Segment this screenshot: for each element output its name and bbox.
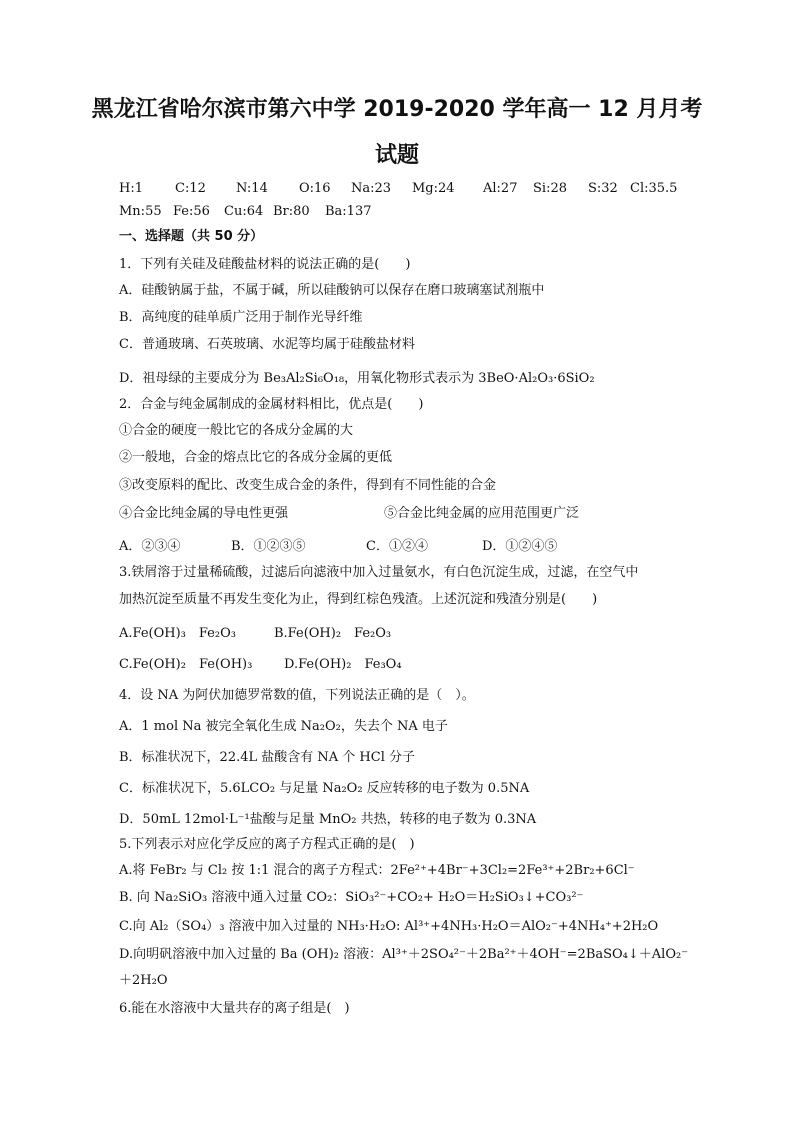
question-2-option-a: A．②③④ [119, 539, 181, 554]
question-4-option-b: B．标准状况下，22.4L 盐酸含有 NA 个 HCl 分子 [119, 750, 415, 765]
question-3-option-b: B.Fe(OH)₂ Fe₂O₃ [274, 626, 392, 641]
question-3-stem-continued: 加热沉淀至质量不再发生变化为止，得到红棕色残渣。上述沉淀和残渣分别是( ) [119, 592, 598, 607]
question-3-stem: 3.铁屑溶于过量稀硫酸，过滤后向滤液中加入过量氨水，有白色沉淀生成，过滤，在空气中 [119, 565, 639, 580]
question-4-option-d: D．50mL 12mol·L⁻¹盐酸与足量 MnO₂ 共热，转移的电子数为 0.3NA [119, 812, 537, 827]
question-3-option-a: A.Fe(OH)₃ Fe₂O₃ [119, 626, 236, 641]
question-3-option-d: D.Fe(OH)₂ Fe₃O₄ [284, 657, 402, 672]
atomic-mass: Mn:55 [119, 204, 162, 219]
question-5-stem: 5.下列表示对应化学反应的离子方程式正确的是( ) [119, 837, 415, 852]
atomic-mass: Mg:24 [412, 181, 455, 196]
atomic-mass: Cl:35.5 [630, 181, 678, 196]
question-4-stem: 4．设 NA 为阿伏加德罗常数的值，下列说法正确的是（ ）。 [119, 688, 475, 703]
question-2-option-b: B．①②③⑤ [231, 539, 306, 554]
question-3-option-c: C.Fe(OH)₂ Fe(OH)₃ [119, 657, 253, 672]
question-2-statement-1: ①合金的硬度一般比它的各成分金属的大 [119, 423, 354, 438]
question-1-stem: 1．下列有关硅及硅酸盐材料的说法正确的是( ) [119, 257, 411, 272]
atomic-mass: N:14 [236, 181, 268, 196]
atomic-mass: Cu:64 [224, 204, 264, 219]
question-5-option-a: A.将 FeBr₂ 与 Cl₂ 按 1:1 混合的离子方程式：2Fe²⁺+4Br⁻+3Cl₂=2Fe³⁺+2Br₂+6Cl⁻ [119, 863, 635, 878]
atomic-mass: Al:27 [483, 181, 518, 196]
section-heading: 一、选择题（共 50 分） [119, 229, 264, 244]
question-5-option-b: B. 向 Na₂SiO₃ 溶液中通入过量 CO₂：SiO₃²⁻+CO₂+ H₂O＝H₂SiO₃↓+CO₃²⁻ [119, 890, 584, 905]
question-2-statement-3: ③改变原料的配比、改变生成合金的条件，得到有不同性能的合金 [119, 478, 497, 493]
atomic-mass: Ba:137 [325, 204, 372, 219]
question-2-option-d: D．①②④⑤ [482, 539, 558, 554]
question-5-option-c: C.向 Al₂（SO₄）₃ 溶液中加入过量的 NH₃·H₂O: Al³⁺+4NH₃·H₂O＝AlO₂⁻+4NH₄⁺+2H₂O [119, 919, 659, 934]
atomic-mass: Na:23 [351, 181, 392, 196]
question-2-statement-4: ④合金比纯金属的导电性更强 [119, 506, 289, 521]
question-2-stem: 2．合金与纯金属制成的金属材料相比，优点是( ) [119, 397, 424, 412]
atomic-mass: O:16 [299, 181, 331, 196]
question-5-option-d: D.向明矾溶液中加入过量的 Ba (OH)₂ 溶液：Al³⁺＋2SO₄²⁻＋2Ba²⁺＋4OH⁻=2BaSO₄↓＋AlO₂⁻ [119, 947, 689, 962]
exam-title-continued: 试题 [374, 143, 419, 168]
question-4-option-c: C．标准状况下，5.6LCO₂ 与足量 Na₂O₂ 反应转移的电子数为 0.5NA [119, 781, 530, 796]
atomic-mass: Br:80 [273, 204, 310, 219]
question-1-option-b: B．高纯度的硅单质广泛用于制作光导纤维 [119, 310, 363, 325]
atomic-mass: H:1 [119, 181, 143, 196]
atomic-mass: C:12 [175, 181, 206, 196]
question-5-option-d-continued: ＋2H₂O [119, 973, 168, 988]
exam-title: 黑龙江省哈尔滨市第六中学 2019-2020 学年高一 12 月月考 [91, 97, 703, 122]
question-2-statement-5: ⑤合金比纯金属的应用范围更广泛 [384, 506, 580, 521]
question-1-option-d: D．祖母绿的主要成分为 Be₃Al₂Si₆O₁₈，用氧化物形式表示为 3BeO·Al₂O₃·6SiO₂ [119, 371, 595, 386]
atomic-mass: Fe:56 [173, 204, 210, 219]
question-6-stem: 6.能在水溶液中大量共存的离子组是( ) [119, 1001, 350, 1016]
atomic-mass: S:32 [588, 181, 618, 196]
atomic-mass: Si:28 [533, 181, 567, 196]
question-2-statement-2: ②一般地，合金的熔点比它的各成分金属的更低 [119, 450, 393, 465]
question-1-option-c: C．普通玻璃、石英玻璃、水泥等均属于硅酸盐材料 [119, 337, 415, 352]
question-2-option-c: C．①②④ [366, 539, 428, 554]
question-4-option-a: A．1 mol Na 被完全氧化生成 Na₂O₂，失去个 NA 电子 [119, 719, 448, 734]
question-1-option-a: A．硅酸钠属于盐，不属于碱，所以硅酸钠可以保存在磨口玻璃塞试剂瓶中 [119, 283, 545, 298]
